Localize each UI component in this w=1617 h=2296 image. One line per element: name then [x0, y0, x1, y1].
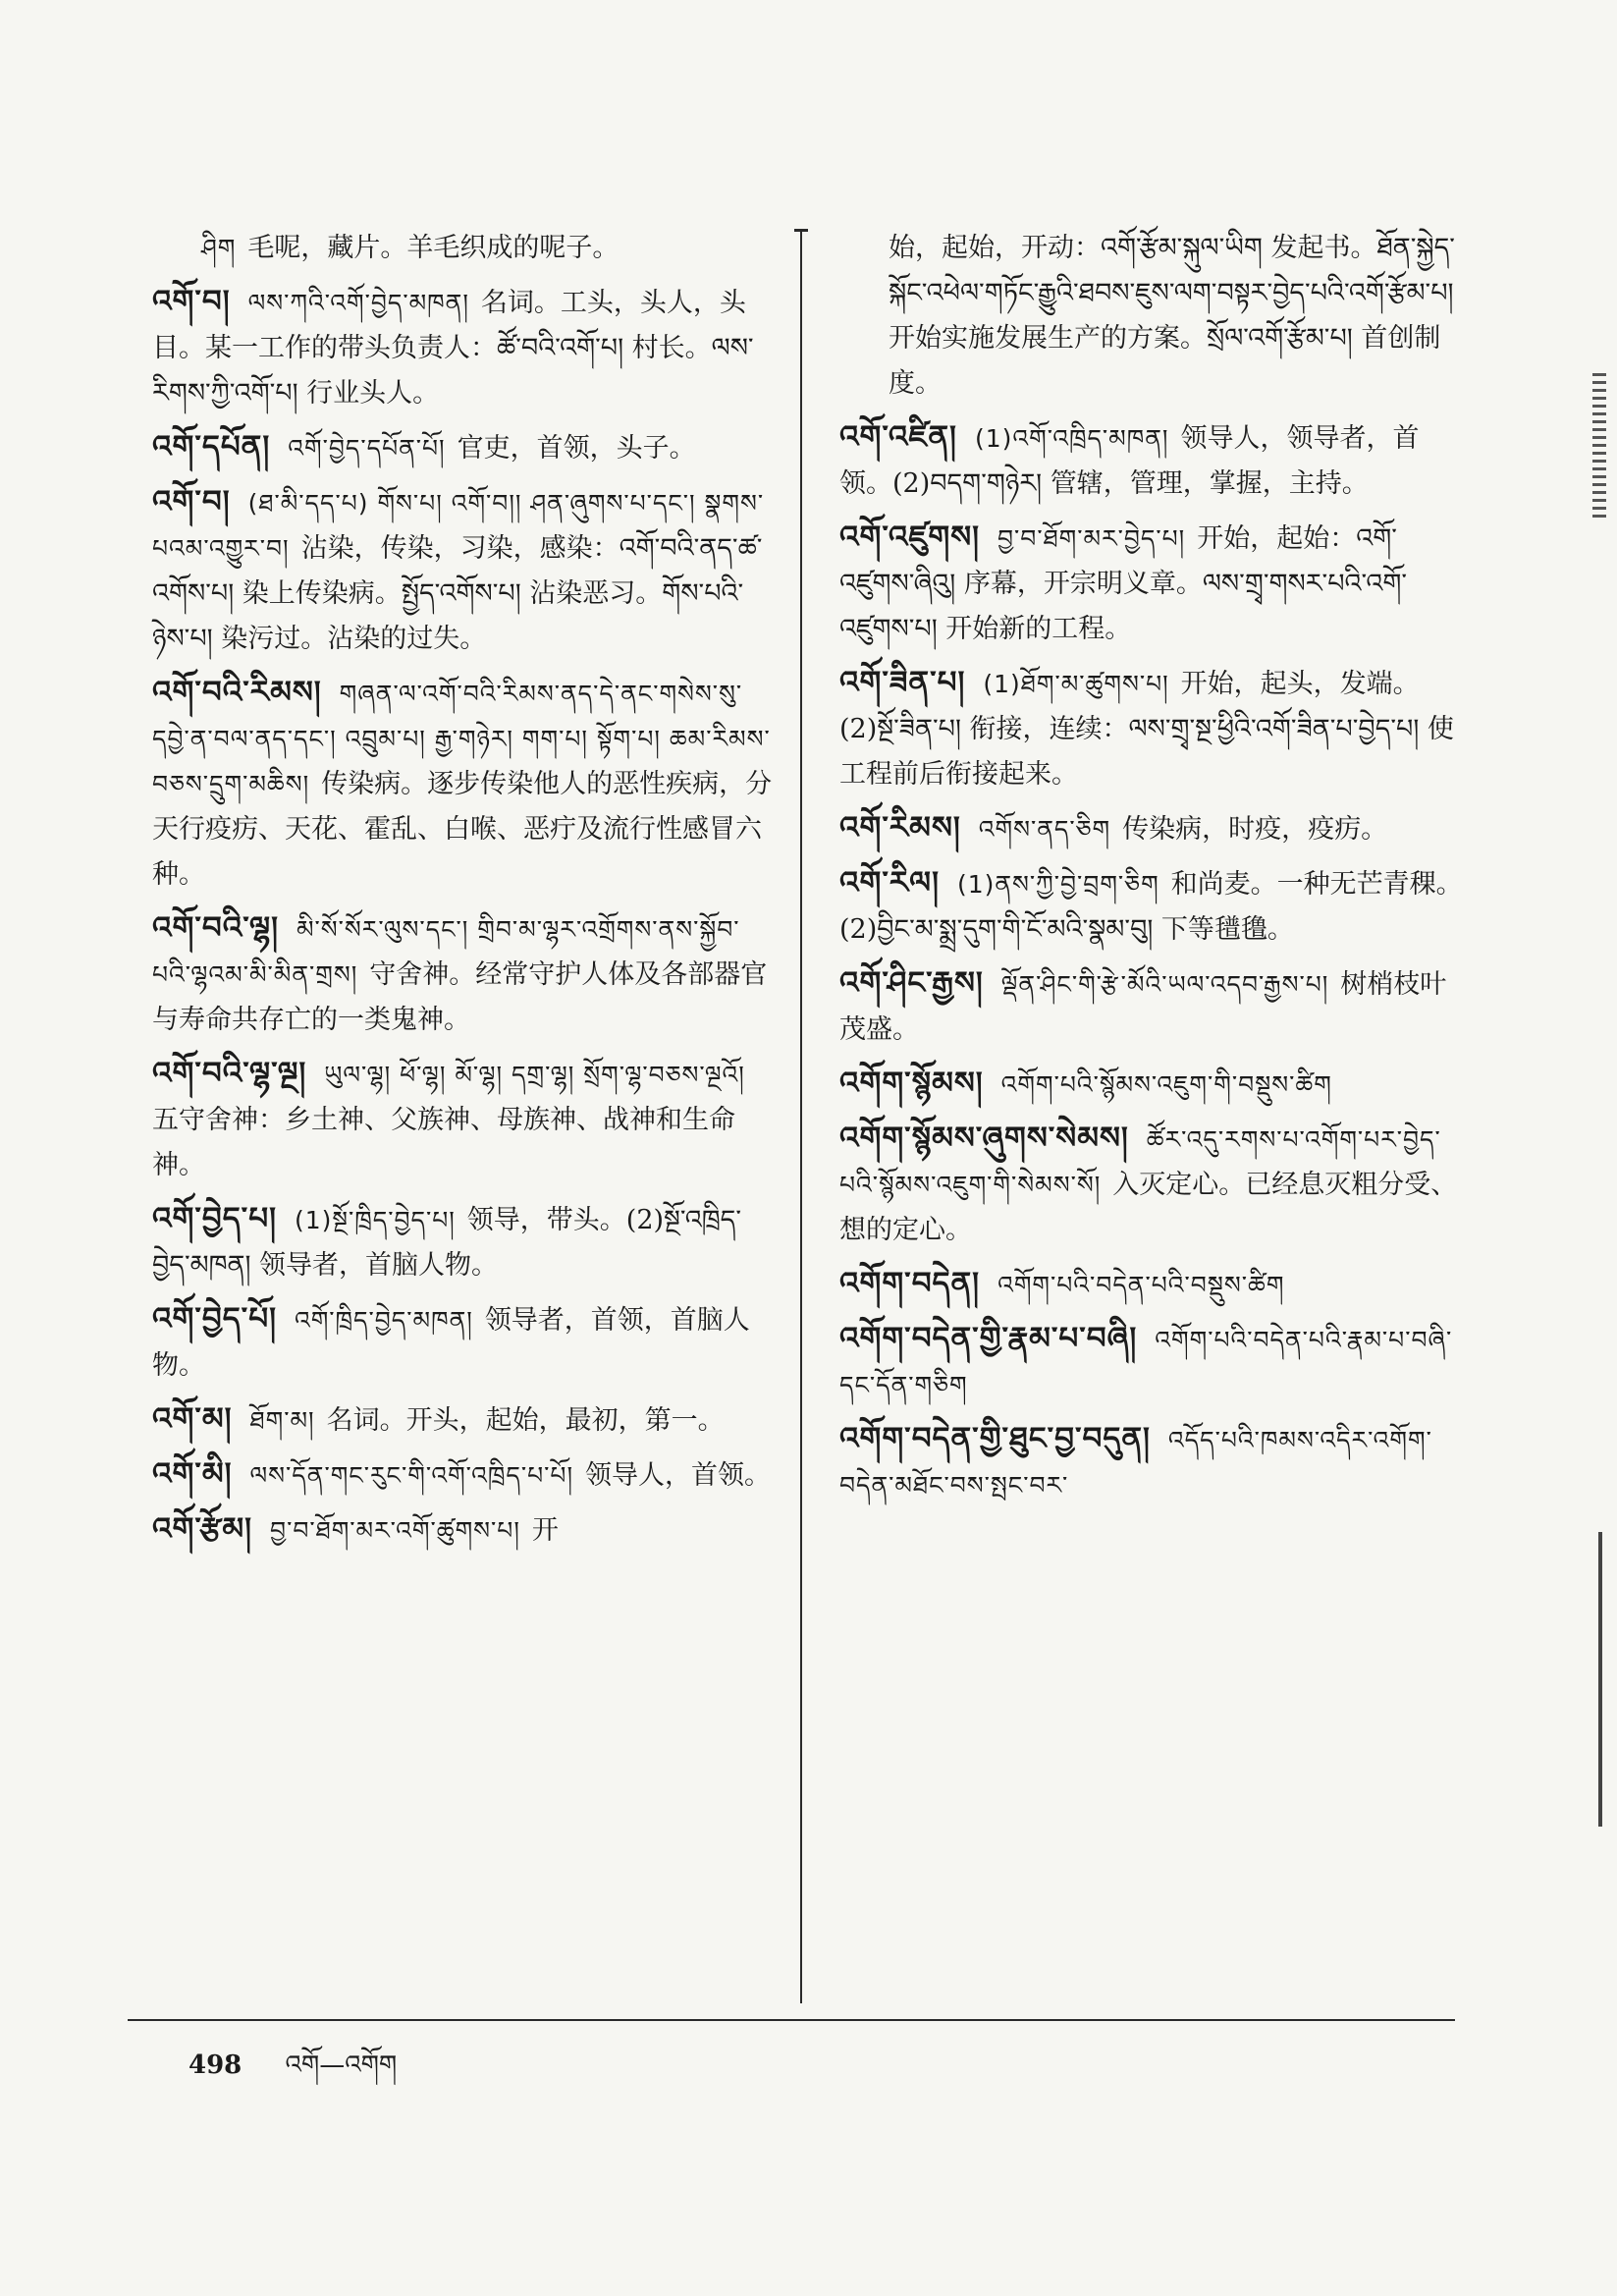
entry: [152, 279, 776, 416]
entry: [152, 1396, 776, 1444]
headword: འགོ་མི།: [152, 1456, 233, 1492]
headword: འགོ་དཔོན།: [152, 429, 271, 465]
tibetan-definition: འགོག་པའི་སྙོམས་འཇུག་གི་བསྡུས་ཚིག: [1000, 1070, 1332, 1099]
chinese-gloss: 名词。开头，起始，最初，第一。: [326, 1405, 725, 1436]
chinese-gloss: 领导人，首领。: [585, 1460, 771, 1491]
entry: [152, 1051, 776, 1188]
headword: འགོ་མ།: [152, 1401, 233, 1437]
tibetan-definition: (1)ཐོག་མ་ཚུགས་པ།: [983, 670, 1169, 698]
tibetan-definition: བྱ་བ་ཐོག་མར་བྱེད་པ།: [997, 524, 1186, 553]
chinese-gloss: 毛呢，藏片。羊毛织成的呢子。: [247, 233, 620, 263]
chinese-gloss: 传染病。逐步传染他人的恶性疾病，分天行疫疠、天花、霍乱、白喉、恶疔及流行性感冒六种。: [152, 769, 773, 890]
tibetan-definition: ལས་དོན་གང་རུང་གི་འགོ་འཁྲིད་པ་པོ།: [249, 1461, 573, 1490]
tibetan-definition: (1)སྔོ་ཁྲིད་བྱེད་པ།: [294, 1206, 456, 1234]
page-number: 498: [189, 2050, 243, 2080]
entry: [839, 226, 1468, 407]
headword: འགོ་བའི་ལྷ་ལྔ།: [152, 1056, 307, 1091]
entry: [152, 479, 776, 662]
entry: [152, 1196, 776, 1288]
chinese-gloss: 领导，带头。(2)སྔོ་འཁྲིད་བྱེད་མཁན། 领导者，首脑人物。: [152, 1205, 741, 1281]
chinese-gloss: 开始，起始：འགོ་འཛུགས་ཞིའུ། 序幕，开宗明义章。ལས་གྲྭ་གསར་པའི་འགོ་འཛུགས་པ། 开始新的工程。: [839, 523, 1408, 644]
right-column: [839, 226, 1468, 1516]
chinese-gloss: 开: [531, 1515, 559, 1546]
headword: འགོ་བྱེད་པ།: [152, 1201, 277, 1236]
footer-rule: [128, 2019, 1455, 2021]
headword-range: འགོ—འགོག: [285, 2050, 398, 2080]
headword: འགོག་སྙོམས།: [839, 1066, 984, 1101]
tibetan-definition: བྱ་བ་ཐོག་མར་འགོ་ཚུགས་པ།: [270, 1516, 520, 1545]
entry: [152, 1296, 776, 1389]
entry: [152, 670, 776, 898]
entry: [839, 1416, 1468, 1508]
entry: [839, 1261, 1468, 1308]
entry: [839, 860, 1468, 953]
headword: འགོ་བའི་ལྷ།: [152, 910, 279, 946]
headword: འགོ་རིམས།: [839, 810, 961, 846]
tibetan-definition: གཞན་ལ་འགོ་བའི་རིམས་ནད་དེ་ནང་གསེས་སུ་དབྱེ་ན་བལ་ནད་དང་། འབྲུམ་པ། རྒྱ་གཉེར། གག་པ། སྟོག་པ། ཆམ་རིམས་བཅས་དྲུག་མཆིས།: [152, 680, 771, 798]
entry: [152, 905, 776, 1043]
entry: [152, 424, 776, 471]
entry: [839, 1316, 1468, 1408]
headword: འགོག་བདེན་གྱི་རྣམ་པ་བཞི།: [839, 1321, 1138, 1356]
headword: འགོ་བ།: [152, 284, 231, 319]
tibetan-definition: ལྡོན་ཤིང་གི་རྩེ་མོའི་ཡལ་འདབ་རྒྱས་པ།: [1000, 970, 1329, 999]
headword: འགོག་བདེན་གྱི་ཐུང་བྱ་བདུན།: [839, 1421, 1151, 1456]
tibetan-definition: ཚོར་འདུ་རགས་པ་འགོག་པར་བྱེད་པའི་སྙོམས་འཇུག་གི་སེམས་སོ།: [839, 1125, 1441, 1199]
tibetan-definition: (ཐ་མི་དད་པ) གོས་པ། འགོ་བ།། ཤན་ཞུགས་པ་དང་། སྣགས་པའམ་འགྱུར་བ།: [152, 489, 765, 563]
entry: [839, 515, 1468, 652]
entry: [839, 960, 1468, 1053]
page-footer: [189, 2037, 397, 2108]
headword: འགོ་འཛིན།: [839, 419, 957, 455]
headword: འགོག་བདེན།: [839, 1266, 981, 1301]
entry: [839, 660, 1468, 797]
scan-edge-marks: [1592, 373, 1606, 520]
headword: འགོ་བྱེད་པོ།: [152, 1301, 277, 1337]
tibetan-definition: (1)འགོ་འཁྲིད་མཁན།: [974, 424, 1169, 453]
headword: འགོ་ཟིན་པ།: [839, 665, 966, 700]
chinese-gloss: 守舍神。经常守护人体及各部器官与寿命共存亡的一类鬼神。: [152, 959, 768, 1035]
entry: [839, 1116, 1468, 1253]
entry: [839, 1061, 1468, 1108]
tibetan-definition: འགོག་པའི་བདེན་པའི་བསྡུས་ཚིག: [997, 1271, 1285, 1299]
tibetan-definition: མི་སོ་སོར་ལུས་དང་། གྲིབ་མ་ལྷར་འགྲོགས་ནས་སྐྱོབ་པའི་ལྷའམ་མི་མིན་གྲས།: [152, 915, 740, 989]
tibetan-definition: ཤིག: [201, 234, 237, 262]
chinese-gloss: 沾染，传染，习染，感染：འགོ་བའི་ནད་ཚ་འགོས་པ། 染上传染病。སྤྱོད་འགོས་པ། 沾染恶习。གོས་པའི་ཉེས་པ། 染污过。沾染的过失。: [152, 533, 763, 654]
entry: [839, 805, 1468, 852]
chinese-gloss: 树梢枝叶茂盛。: [839, 969, 1447, 1045]
headword: འགོ་རིལ།: [839, 865, 940, 901]
headword: འགོ་འཛུགས།: [839, 519, 981, 555]
chinese-gloss: 入灭定心。已经息灭粗分受、想的定心。: [839, 1170, 1458, 1245]
entry: [152, 1506, 776, 1554]
chinese-gloss: 领导人，领导者，首领。(2)བདག་གཉེར། 管辖，管理，掌握，主持。: [839, 423, 1420, 499]
scan-edge-line: [1598, 1532, 1602, 1827]
chinese-gloss: 传染病，时疫，疫疠。: [1122, 814, 1388, 845]
chinese-gloss: 和尚麦。一种无芒青稞。(2)བྱིང་མ་སྨྲ་དུག་གི་ངོ་མའི་སྣམ་བུ། 下等氆氇。: [839, 869, 1463, 945]
entry: [152, 226, 776, 271]
tibetan-definition: (1)ནས་ཀྱི་བྱེ་བྲག་ཅིག: [956, 870, 1159, 899]
tibetan-definition: འགོ་ཁྲིད་བྱེད་མཁན།: [294, 1306, 473, 1335]
tibetan-definition: ཐོག་མ།: [249, 1406, 315, 1435]
headword: འགོག་སྙོམས་ཞུགས་སེམས།: [839, 1121, 1129, 1156]
chinese-gloss: 领导者，首领，首脑人物。: [152, 1305, 750, 1381]
left-column: [152, 226, 776, 1561]
chinese-gloss: 开始，起头，发端。(2)སྔོ་ཟིན་པ། 衔接，连续：ལས་གྲྭ་སྔ་ཕྱིའི་འགོ་ཟིན་པ་བྱེད་པ། 使工程前后衔接起来。: [839, 669, 1454, 790]
chinese-gloss: 始，起始，开动：འགོ་རྩོམ་སྐུལ་ཡིག 发起书。ཐོན་སྐྱེད་སྐོང་འཕེལ་གཏོང་རྒྱུའི་ཐབས་ཇུས་ལག་བསྟར་བྱེད་པའི་འགོ་རྩོམ་པ། 开始实施发展生产的方案。སྲོལ་འགོ་རྩོམ་པ། 首创制度。: [889, 233, 1455, 399]
tibetan-definition: འགོས་ནད་ཅིག: [978, 815, 1111, 844]
headword: འགོ་བའི་རིམས།: [152, 675, 322, 710]
headword: འགོ་རྩོམ།: [152, 1511, 253, 1547]
chinese-gloss: 五守舍神：乡土神、父族神、母族神、战神和生命神。: [152, 1105, 735, 1180]
tibetan-definition: ལས་ཀའི་འགོ་བྱེད་མཁན།: [247, 289, 469, 317]
chinese-gloss: 名词。工头，头人，头目。某一工作的带头负责人：ཚོ་བའི་འགོ་པ། 村长。ལས་རིགས་ཀྱི་འགོ་པ། 行业头人。: [152, 288, 754, 409]
tibetan-definition: ཡུལ་ལྷ། ཕོ་ལྷ། མོ་ལྷ། དགྲ་ལྷ། སྲོག་ལྷ་བཅས་ལྔའོ།: [324, 1061, 745, 1089]
headword: འགོ་བ།: [152, 484, 231, 519]
chinese-gloss: 官吏，首领，头子。: [457, 433, 696, 464]
tibetan-definition: འགོ་བྱེད་དཔོན་པོ།: [288, 434, 446, 463]
column-divider: [800, 231, 802, 2003]
entry: [839, 414, 1468, 507]
tibetan-definition: འདོད་པའི་ཁམས་འདིར་འགོག་བདེན་མཐོང་བས་སྤང་བར་: [839, 1426, 1432, 1500]
tibetan-definition: འགོག་པའི་བདེན་པའི་རྣམ་པ་བཞི་དང་དོན་གཅིག: [839, 1326, 1453, 1399]
headword: འགོ་ཤིང་རྒྱས།: [839, 965, 984, 1001]
entry: [152, 1451, 776, 1499]
